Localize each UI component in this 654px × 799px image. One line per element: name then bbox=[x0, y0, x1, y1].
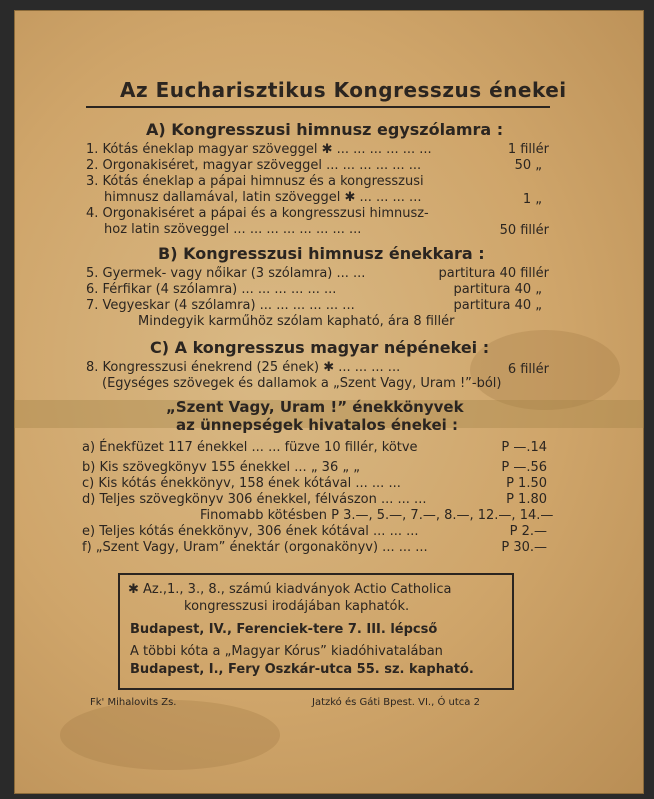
item-8: 8. Kongresszusi énekrend (25 ének) ✱ ... ... ... ... bbox=[86, 360, 401, 375]
footer-right: Jatzkó és Gáti Bpest. VI., Ó utca 2 bbox=[312, 697, 480, 708]
book-a: a) Énekfüzet 117 énekkel ... ... füzve 10 fillér, kötve bbox=[82, 440, 418, 455]
item-8-price: 6 fillér bbox=[507, 362, 549, 377]
item-7-note: Mindegyik karműhöz szólam kapható, ára 8 fillér bbox=[138, 314, 455, 329]
book-c: c) Kis kótás énekkönyv, 158 ének kótával ... ... ... bbox=[82, 476, 401, 491]
item-6-price: partitura 40 „ bbox=[453, 282, 542, 297]
footer-left: Fk' Mihalovits Zs. bbox=[90, 697, 177, 708]
section-a-heading: A) Kongresszusi himnusz egyszólamra : bbox=[146, 120, 504, 139]
item-4b: hoz latin szöveggel ... ... ... ... ... ... ... ... bbox=[104, 222, 362, 237]
item-1-price: 1 fillér bbox=[507, 142, 549, 157]
item-3-price: 1 „ bbox=[522, 192, 542, 207]
item-3b: himnusz dallamával, latin szöveggel ✱ ... ... ... ... bbox=[104, 190, 422, 205]
title-rule bbox=[86, 106, 550, 108]
book-e: e) Teljes kótás énekkönyv, 306 ének kótával ... ... ... bbox=[82, 524, 419, 539]
book-f: f) „Szent Vagy, Uram” énektár (orgonakönyv) ... ... ... bbox=[82, 540, 428, 555]
box-line-2: kongresszusi irodájában kaphatók. bbox=[184, 599, 410, 614]
item-4-price: 50 fillér bbox=[499, 223, 549, 238]
box-line-1: ✱ Az.,1., 3., 8., számú kiadványok Actio Catholica bbox=[128, 582, 452, 597]
item-6: 6. Férfikar (4 szólamra) ... ... ... ... ... ... bbox=[86, 282, 337, 297]
item-8-note: (Egységes szövegek és dallamok a „Szent Vagy, Uram !”-ból) bbox=[102, 376, 502, 391]
item-5: 5. Gyermek- vagy nőikar (3 szólamra) ... ... bbox=[86, 266, 366, 281]
book-d: d) Teljes szövegkönyv 306 énekkel, félvászon ... ... ... bbox=[82, 492, 427, 507]
stain bbox=[60, 700, 280, 770]
box-line-3: Budapest, IV., Ferenciek-tere 7. III. lépcső bbox=[130, 622, 438, 637]
book-b: b) Kis szövegkönyv 155 énekkel ... „ 36 „ „ bbox=[82, 460, 360, 475]
book-f-price: P 30.— bbox=[501, 540, 547, 555]
page-title: Az Eucharisztikus Kongresszus énekei bbox=[120, 78, 567, 102]
item-4a: 4. Orgonakiséret a pápai és a kongresszusi himnusz- bbox=[86, 206, 429, 221]
section-c-heading: C) A kongresszus magyar népénekei : bbox=[150, 338, 490, 357]
box-line-5: Budapest, I., Fery Oszkár-utca 55. sz. kapható. bbox=[130, 662, 474, 677]
item-7: 7. Vegyeskar (4 szólamra) ... ... ... ... ... ... bbox=[86, 298, 355, 313]
section-b-heading: B) Kongresszusi himnusz énekkara : bbox=[158, 244, 485, 263]
book-d-note: Finomabb kötésben P 3.—, 5.—, 7.—, 8.—, 12.—, 14.— bbox=[200, 508, 554, 523]
book-a-price: P —.14 bbox=[501, 440, 547, 455]
book-heading-1: „Szent Vagy, Uram !” énekkönyvek bbox=[166, 398, 464, 416]
item-3a: 3. Kótás éneklap a pápai himnusz és a kongresszusi bbox=[86, 174, 424, 189]
book-b-price: P —.56 bbox=[501, 460, 547, 475]
book-e-price: P 2.— bbox=[509, 524, 547, 539]
book-d-price: P 1.80 bbox=[506, 492, 547, 507]
item-5-price: partitura 40 fillér bbox=[438, 266, 549, 281]
book-heading-2: az ünnepségek hivatalos énekei : bbox=[176, 416, 458, 434]
book-c-price: P 1.50 bbox=[506, 476, 547, 491]
item-7-price: partitura 40 „ bbox=[453, 298, 542, 313]
item-2: 2. Orgonakiséret, magyar szöveggel ... ... ... ... ... ... bbox=[86, 158, 422, 173]
item-1: 1. Kótás éneklap magyar szöveggel ✱ ... ... ... ... ... ... bbox=[86, 142, 432, 157]
box-line-4: A többi kóta a „Magyar Kórus” kiadóhivatalában bbox=[130, 644, 443, 659]
item-2-price: 50 „ bbox=[514, 158, 542, 173]
